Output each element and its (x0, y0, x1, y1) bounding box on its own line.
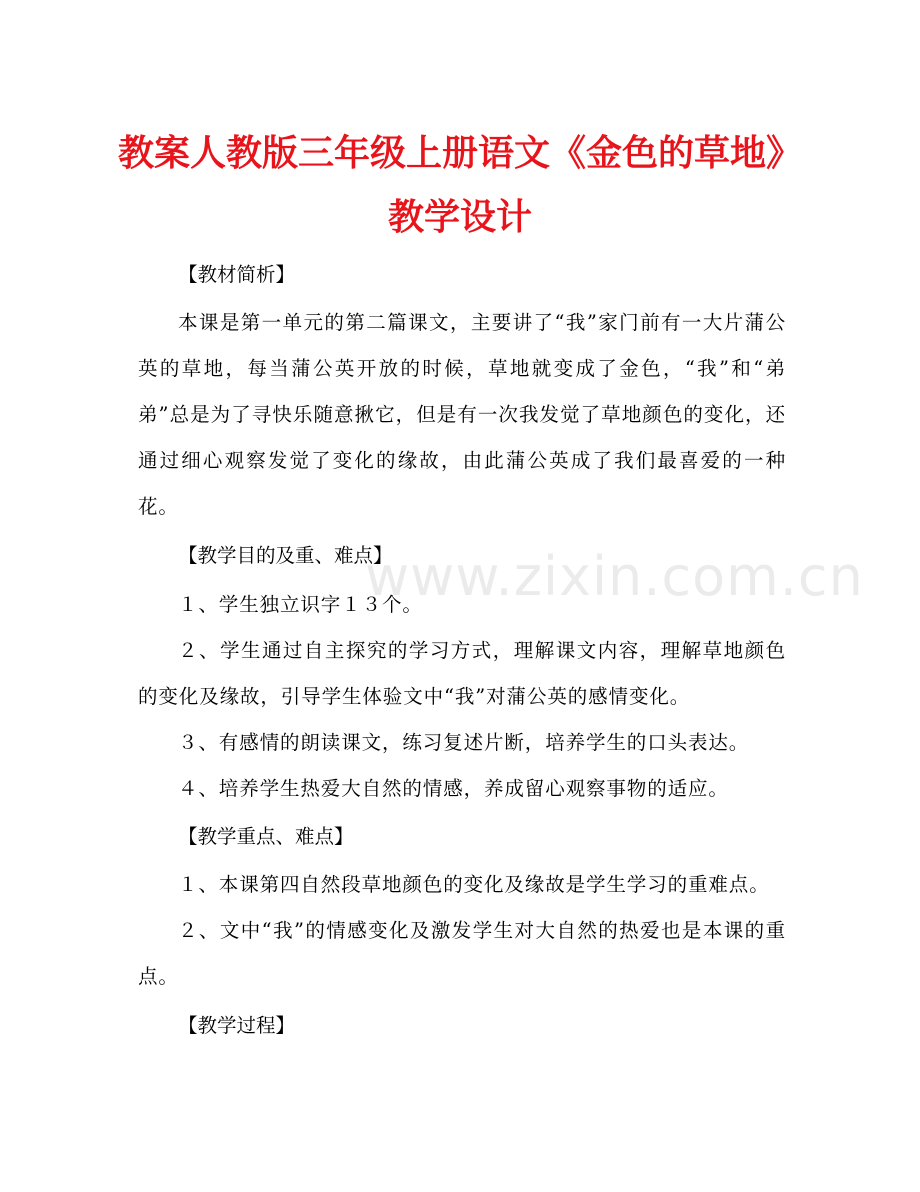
goal-item-2: ２、学生通过自主探究的学习方式，理解课文内容，理解草地颜色的变化及缘故，引导学生体验文中“我”对蒲公英的感情变化。 (138, 639, 786, 708)
analysis-paragraph: 本课是第一单元的第二篇课文，主要讲了“我”家门前有一大片蒲公英的草地，每当蒲公英开放的时候，草地就变成了金色，“我”和“弟弟”总是为了寻快乐随意揪它，但是有一次我发觉了草地颜色的变化，还通过细心观察发觉了变化的缘故，由此蒲公英成了我们最喜爱的一种花。 (138, 311, 786, 518)
key-point-item-2: ２、文中“我”的情感变化及激发学生对大自然的热爱也是本课的重点。 (138, 919, 786, 988)
goal-item-3: ３、有感情的朗读课文，练习复述片断，培养学生的口头表达。 (178, 731, 750, 754)
section-heading-analysis: 【教材简析】 (178, 263, 296, 286)
section-heading-goals: 【教学目的及重、难点】 (178, 544, 393, 567)
goal-item-4: ４、培养学生热爱大自然的情感，养成留心观察事物的适应。 (178, 777, 729, 800)
goal-item-1: １、学生独立识字１３个。 (178, 593, 423, 616)
watermark: www.zixin.com.cn (365, 545, 864, 608)
section-heading-key-points: 【教学重点、难点】 (178, 825, 354, 848)
document-title-line1: 教案人教版三年级上册语文《金色的草地》 (117, 133, 802, 174)
section-heading-process: 【教学过程】 (178, 1014, 296, 1037)
document-title-line2: 教学设计 (387, 197, 532, 238)
key-point-item-1: １、本课第四自然段草地颜色的变化及缘故是学生学习的重难点。 (178, 873, 770, 896)
